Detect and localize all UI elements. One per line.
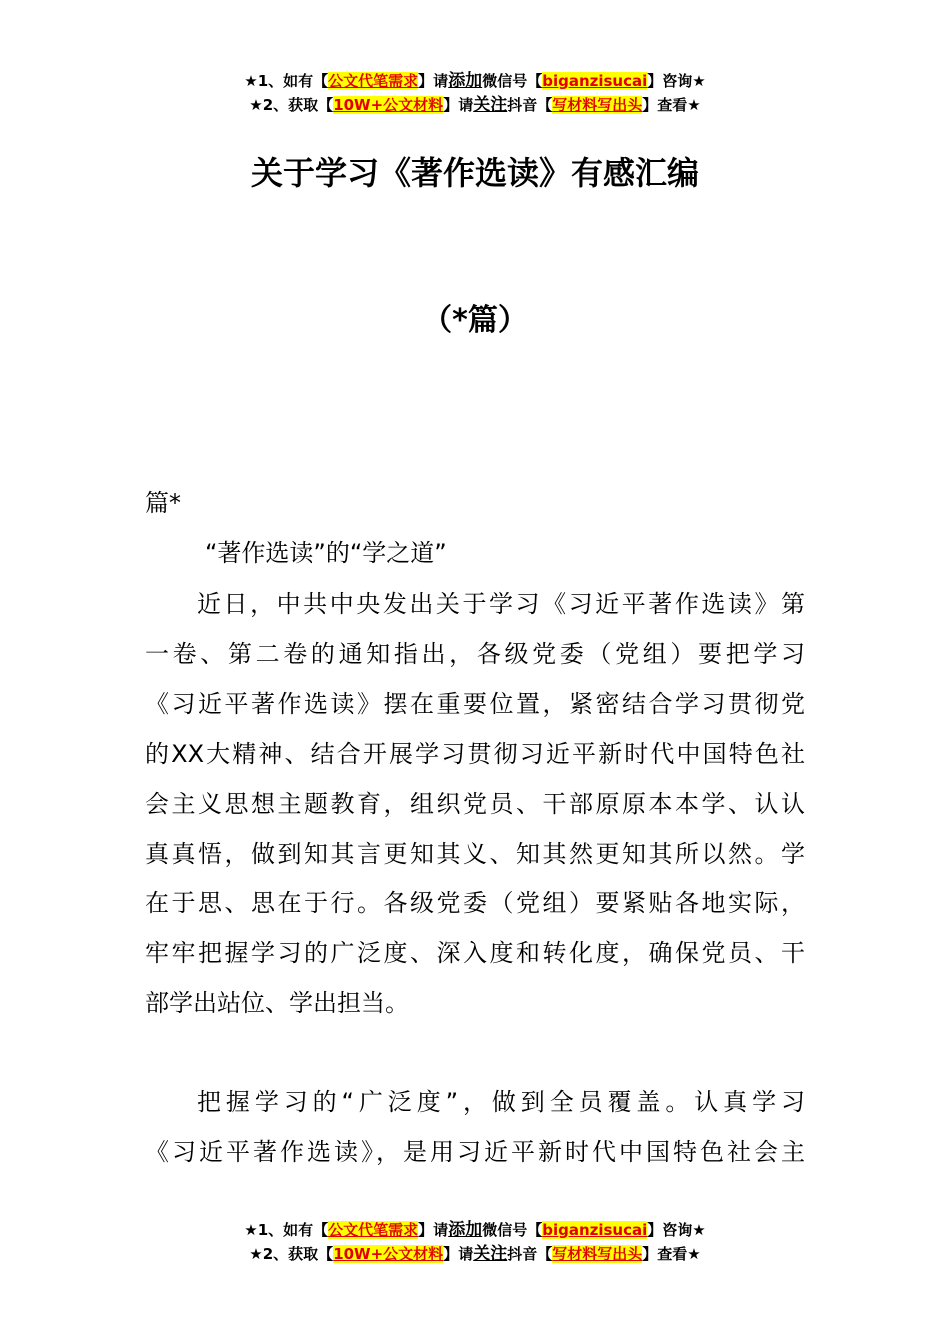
body-line: 在于思、思在于行。各级党委（党组）要紧贴各地实际，	[145, 889, 805, 917]
body-line: 《习近平著作选读》摆在重要位置，紧密结合学习贯彻党	[145, 690, 805, 718]
banner-line-1	[0, 69, 950, 93]
text: 】请	[418, 1221, 449, 1239]
highlight: 写材料写出头	[552, 96, 643, 114]
text: 微信号【	[482, 1221, 543, 1239]
body-line: 近日，中共中央发出关于学习《习近平著作选读》第	[197, 590, 805, 618]
underlined-text: 关注	[473, 95, 508, 115]
header-banner	[0, 69, 950, 117]
page-title: 关于学习《著作选读》有感汇编	[250, 154, 699, 192]
subtitle: （*篇）	[422, 303, 528, 338]
text: ★2、获取【	[249, 1245, 334, 1263]
highlight: 公文代笔需求	[328, 1221, 419, 1239]
text: ★2、获取【	[249, 96, 334, 114]
text: 】请	[418, 72, 449, 90]
underlined-text: 关注	[473, 1244, 508, 1264]
highlight: 公文代笔需求	[328, 72, 419, 90]
underlined-text: 添加	[448, 71, 483, 91]
highlight: 写材料写出头	[552, 1245, 643, 1263]
body-line: 的XX大精神、结合开展学习贯彻习近平新时代中国特色社	[145, 740, 805, 768]
text: 抖音【	[507, 96, 553, 114]
body-line: 会主义思想主题教育，组织党员、干部原原本本学、认认	[145, 790, 805, 818]
text: ★1、如有【	[244, 1221, 329, 1239]
footer-banner	[0, 1218, 950, 1266]
body-line: 《习近平著作选读》，是用习近平新时代中国特色社会主	[145, 1138, 805, 1166]
body-line: 一卷、第二卷的通知指出，各级党委（党组）要把学习	[145, 640, 805, 668]
text: 】咨询★	[647, 72, 706, 90]
text: 微信号【	[482, 72, 543, 90]
highlight: biganzisucai	[542, 72, 648, 90]
body-line: 牢牢把握学习的广泛度、深入度和转化度，确保党员、干	[145, 939, 805, 967]
section-label: 篇*	[145, 489, 181, 517]
highlight: biganzisucai	[542, 1221, 648, 1239]
highlight: 10W+公文材料	[333, 96, 444, 114]
body-line: 把握学习的“广泛度”，做到全员覆盖。认真学习	[197, 1088, 805, 1116]
text: ★1、如有【	[244, 72, 329, 90]
section-heading: “著作选读”的“学之道”	[205, 539, 447, 567]
text: 】请	[443, 96, 474, 114]
text: 】查看★	[642, 1245, 701, 1263]
text: 】咨询★	[647, 1221, 706, 1239]
highlight: 10W+公文材料	[333, 1245, 444, 1263]
banner-line-2	[0, 93, 950, 117]
body-line: 部学出站位、学出担当。	[145, 989, 409, 1017]
banner-line-1	[0, 1218, 950, 1242]
text: 抖音【	[507, 1245, 553, 1263]
underlined-text: 添加	[448, 1220, 483, 1240]
text: 】查看★	[642, 96, 701, 114]
text: 】请	[443, 1245, 474, 1263]
banner-line-2	[0, 1242, 950, 1266]
body-line: 真真悟，做到知其言更知其义、知其然更知其所以然。学	[145, 840, 805, 868]
